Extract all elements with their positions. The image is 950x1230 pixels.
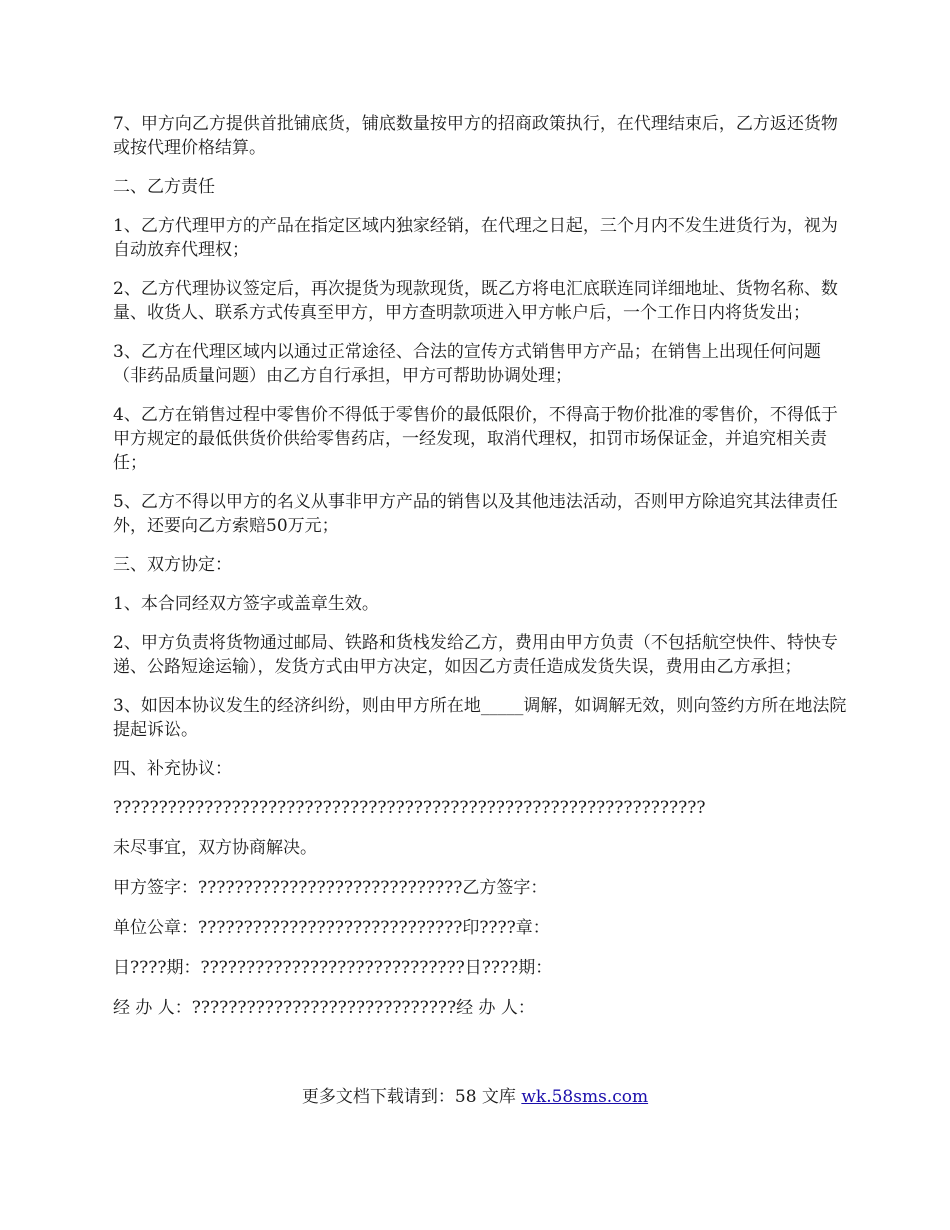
clause-b2: 2、乙方代理协议签定后，再次提货为现款现货，既乙方将电汇底联连同详细地址、货物名称、数量、收货人、联系方式传真至甲方，甲方查明款项进入甲方帐户后，一个工作日内将货发出；	[113, 279, 838, 323]
supplement-placeholder: ?????????????????????????????????????????????????????????????????	[113, 798, 706, 818]
closing-note: 未尽事宜，双方协商解决。	[113, 838, 317, 858]
clause-b1: 1、乙方代理甲方的产品在指定区域内独家经销，在代理之日起，三个月内不发生进货行为，视为自动放弃代理权；	[113, 216, 838, 260]
clause-7: 7、甲方向乙方提供首批铺底货，铺底数量按甲方的招商政策执行，在代理结束后，乙方返还货物或按代理价格结算。	[113, 114, 838, 158]
section-heading-3: 三、双方协定：	[113, 555, 232, 575]
footer-link[interactable]: wk.58sms.com	[521, 1087, 649, 1107]
clause-c1: 1、本合同经双方签字或盖章生效。	[113, 594, 379, 614]
clause-c2: 2、甲方负责将货物通过邮局、铁路和货栈发给乙方，费用由甲方负责（不包括航空快件、特快专递、公路短途运输），发货方式由甲方决定，如因乙方责任造成发货失误，费用由乙方承担；	[113, 633, 838, 677]
clause-b5: 5、乙方不得以甲方的名义从事非甲方产品的销售以及其他违法活动，否则甲方除追究其法律责任外，还要向乙方索赔50万元；	[113, 492, 838, 536]
page-footer	[0, 1085, 950, 1109]
clause-b4: 4、乙方在销售过程中零售价不得低于零售价的最低限价，不得高于物价批准的零售价，不得低于甲方规定的最低供货价供给零售药店，一经发现，取消代理权，扣罚市场保证金，并追究相关责任；	[113, 405, 838, 473]
signature-line: 甲方签字：?????????????????????????????乙方签字：	[113, 878, 548, 898]
clause-c3: 3、如因本协议发生的经济纠纷，则由甲方所在地_____调解，如调解无效，则向签约方所在地法院提起诉讼。	[113, 696, 847, 740]
clause-b3: 3、乙方在代理区域内以通过正常途径、合法的宣传方式销售甲方产品；在销售上出现任何问题（非药品质量问题）由乙方自行承担，甲方可帮助协调处理；	[113, 342, 821, 386]
handler-line: 经 办 人：?????????????????????????????经 办 人：	[113, 998, 535, 1018]
section-heading-4: 四、补充协议：	[113, 759, 232, 779]
footer-text: 更多文档下载请到：58 文库	[301, 1087, 522, 1107]
section-heading-2: 二、乙方责任	[113, 177, 215, 197]
date-line: 日????期：?????????????????????????????日????期：	[113, 958, 553, 978]
seal-line: 单位公章：?????????????????????????????印????章：	[113, 918, 550, 938]
document-body	[113, 112, 850, 1036]
